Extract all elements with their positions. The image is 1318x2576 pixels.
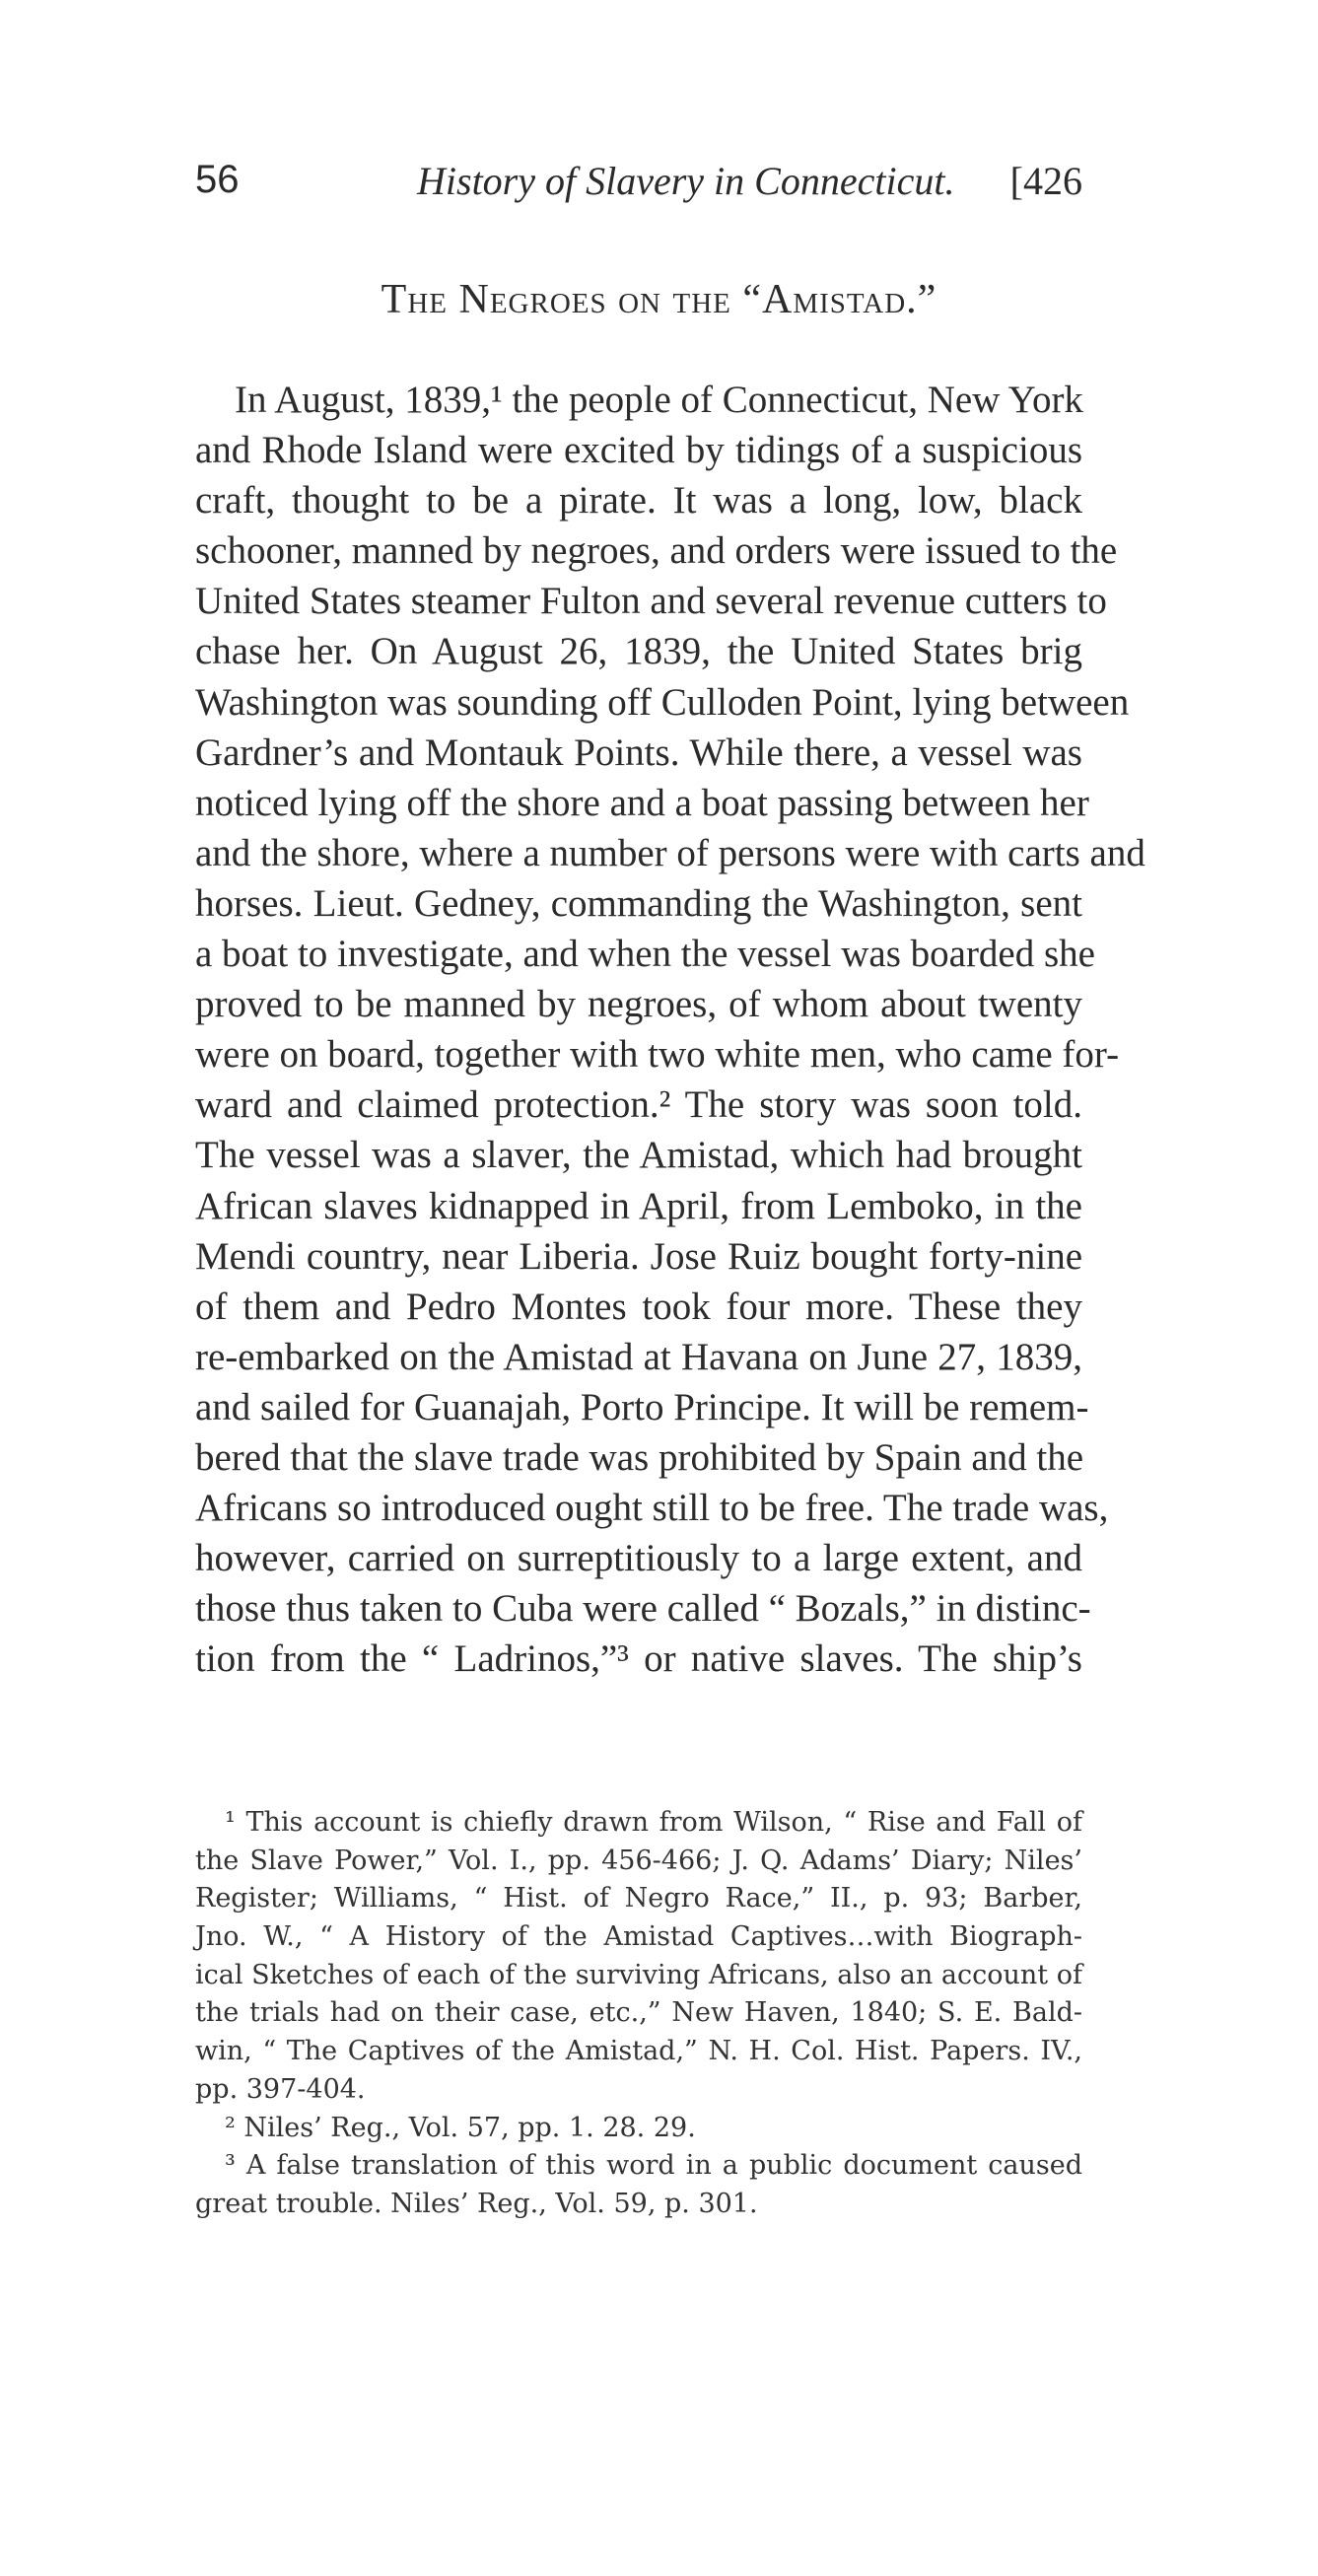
body-line: chase her. On August 26, 1839, the United States brig [195,630,1082,673]
body-line: however, carried on surreptitiously to a large extent, and [195,1537,1082,1580]
body-line: bered that the slave trade was prohibited by Spain and the [195,1435,1084,1479]
body-line: tion from the “ Ladrinos,”³ or native slaves. The ship’s [195,1637,1082,1681]
body-line: and sailed for Guanajah, Porto Principe. It will be remem- [195,1385,1089,1428]
body-line: and Rhode Island were excited by tidings of a suspicious [195,429,1082,472]
body-line: those thus taken to Cuba were called “ Bozals,” in distinc- [195,1587,1091,1631]
footnote-line: great trouble. Niles’ Reg., Vol. 59, p. 301. [195,2188,758,2219]
body-line: a boat to investigate, and when the vessel was boarded she [195,933,1095,976]
body-line: were on board, together with two white men, who came for- [195,1033,1120,1077]
footnote-line: ² Niles’ Reg., Vol. 57, pp. 1. 28. 29. [225,2112,696,2143]
footnote-line: ³ A false translation of this word in a public document caused [225,2150,1082,2182]
original-page-marker: [426 [1009,159,1082,203]
body-line: craft, thought to be a pirate. It was a long, low, black [195,479,1082,522]
footnote-line: Jno. W., “ A History of the Amistad Captives…with Biograph- [195,1921,1082,1953]
footnote-line: win, “ The Captives of the Amistad,” N. H. Col. Hist. Papers. IV., [195,2036,1082,2067]
body-line: of them and Pedro Montes took four more. These they [195,1285,1082,1328]
body-line: re-embarked on the Amistad at Havana on June 27, 1839, [195,1335,1082,1378]
footnote-line: the trials had on their case, etc.,” New Haven, 1840; S. E. Bald- [195,1997,1082,2029]
footnotes [195,1804,1082,2224]
body-line: schooner, manned by negroes, and orders were issued to the [195,529,1118,573]
footnote-line: the Slave Power,” Vol. I., pp. 456-466; J. Q. Adams’ Diary; Niles’ [195,1845,1082,1876]
body-line: Washington was sounding off Culloden Point, lying between [195,680,1130,724]
body-line: Mendi country, near Liberia. Jose Ruiz bought forty-nine [195,1234,1082,1278]
body-line: United States steamer Fulton and several revenue cutters to [195,580,1107,623]
body-line: The vessel was a slaver, the Amistad, which had brought [195,1134,1082,1177]
body-line: African slaves kidnapped in April, from Lemboko, in the [195,1184,1082,1227]
body-line: In August, 1839,¹ the people of Connecticut, New York [235,379,1083,421]
body-line: ward and claimed protection.² The story was soon told. [195,1083,1082,1127]
body-text [195,375,1145,1684]
footnote-line: Register; Williams, “ Hist. of Negro Race,” II., p. 93; Barber, [195,1883,1082,1915]
body-line: Africans so introduced ought still to be free. The trade was, [195,1487,1109,1530]
body-line: noticed lying off the shore and a boat passing between her [195,781,1089,824]
body-line: and the shore, where a number of persons were with carts and [195,831,1145,874]
running-title: History of Slavery in Connecticut. [417,159,955,203]
footnote-line: ical Sketches of each of the surviving Africans, also an account of [195,1959,1082,1990]
body-line: Gardner’s and Montauk Points. While there, a vessel was [195,731,1082,774]
running-head [195,158,1082,217]
footnote-line: ¹ This account is chiefly drawn from Wilson, “ Rise and Fall of [225,1807,1082,1838]
chapter-title: The Negroes on the “Amistad.” [381,277,937,322]
body-line: proved to be manned by negroes, of whom about twenty [195,983,1082,1026]
page-number: 56 [195,158,240,201]
footnote-line: pp. 397-404. [195,2073,366,2105]
body-line: horses. Lieut. Gedney, commanding the Washington, sent [195,881,1082,925]
